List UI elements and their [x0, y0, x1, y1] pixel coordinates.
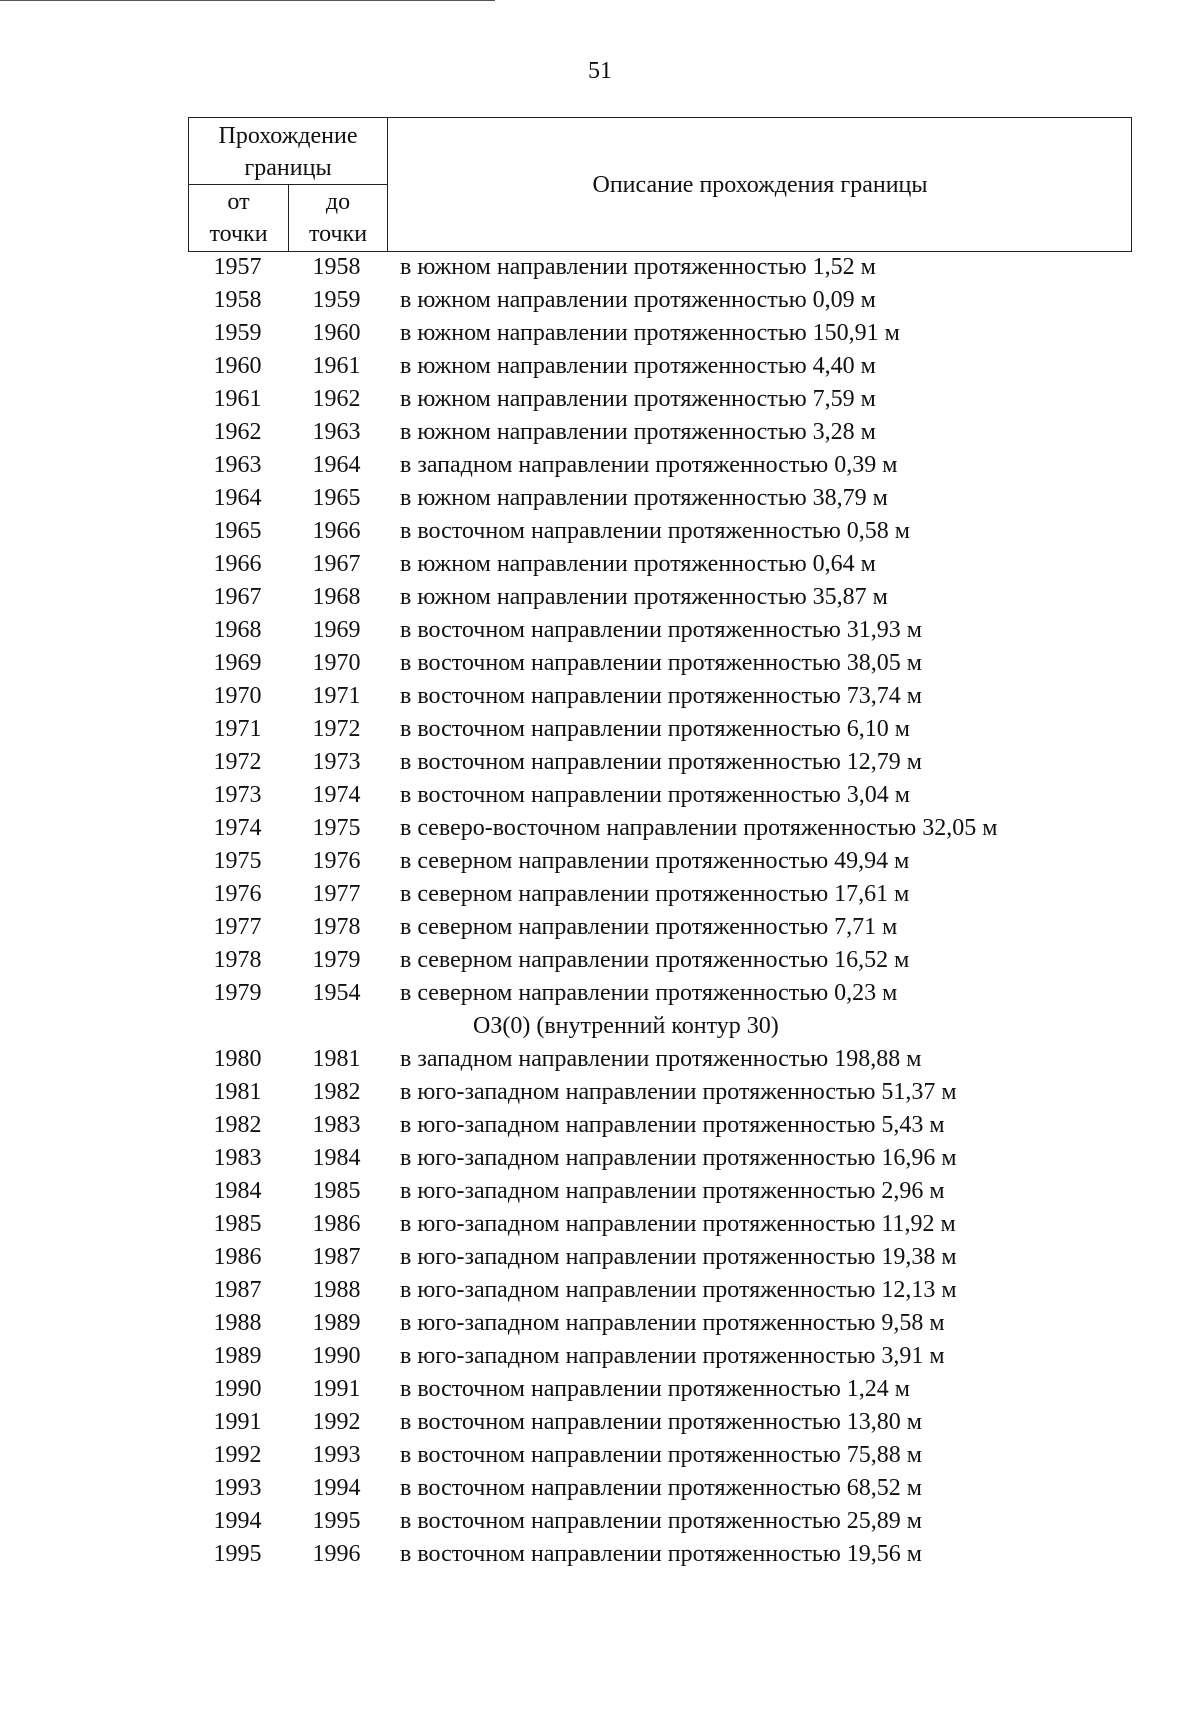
row-to-point: 1987: [312, 1244, 361, 1270]
row-description: в юго-западном направлении протяженностью 9,58 м: [400, 1310, 945, 1336]
table-row: [188, 1175, 1132, 1208]
row-description: в восточном направлении протяженностью 38,05 м: [400, 650, 922, 676]
row-from-point: 1962: [213, 419, 262, 445]
row-to-point: 1965: [312, 485, 361, 511]
row-from-point: 1970: [213, 683, 262, 709]
table-row: [188, 944, 1132, 977]
header-boundary-passage-line-2: границы: [244, 155, 332, 181]
row-from-point: 1987: [213, 1277, 262, 1303]
row-to-point: 1973: [312, 749, 361, 775]
table-row: [188, 1274, 1132, 1307]
table-row: [188, 1505, 1132, 1538]
header-from-line-1: от: [227, 189, 250, 215]
row-to-point: 1970: [312, 650, 361, 676]
row-to-point: 1996: [312, 1541, 361, 1567]
row-from-point: 1965: [213, 518, 262, 544]
row-to-point: 1992: [312, 1409, 361, 1435]
row-to-point: 1962: [312, 386, 361, 412]
row-to-point: 1958: [312, 254, 361, 280]
table-row: [188, 383, 1132, 416]
row-to-point: 1961: [312, 353, 361, 379]
row-to-point: 1976: [312, 848, 361, 874]
row-from-point: 1984: [213, 1178, 262, 1204]
row-from-point: 1979: [213, 980, 262, 1006]
row-description: в южном направлении протяженностью 0,09 м: [400, 287, 876, 313]
table-row: [188, 812, 1132, 845]
row-to-point: 1966: [312, 518, 361, 544]
table-row: [188, 1340, 1132, 1373]
row-description: в восточном направлении протяженностью 0,58 м: [400, 518, 910, 544]
row-to-point: 1971: [312, 683, 361, 709]
row-to-point: 1954: [312, 980, 361, 1006]
table-row: [188, 713, 1132, 746]
header-to-point: [289, 186, 387, 250]
row-to-point: 1994: [312, 1475, 361, 1501]
row-description: в восточном направлении протяженностью 3,04 м: [400, 782, 910, 808]
row-to-point: 1991: [312, 1376, 361, 1402]
row-description: в юго-западном направлении протяженностью 16,96 м: [400, 1145, 957, 1171]
row-to-point: 1974: [312, 782, 361, 808]
row-description: в южном направлении протяженностью 3,28 м: [400, 419, 876, 445]
row-from-point: 1982: [213, 1112, 262, 1138]
row-description: в юго-западном направлении протяженностью 5,43 м: [400, 1112, 945, 1138]
row-to-point: 1979: [312, 947, 361, 973]
row-to-point: 1993: [312, 1442, 361, 1468]
row-description: в восточном направлении протяженностью 13,80 м: [400, 1409, 922, 1435]
row-description: в восточном направлении протяженностью 31,93 м: [400, 617, 922, 643]
row-from-point: 1983: [213, 1145, 262, 1171]
row-description: в северном направлении протяженностью 16,52 м: [400, 947, 910, 973]
row-description: в северном направлении протяженностью 0,23 м: [400, 980, 898, 1006]
table-row: [188, 284, 1132, 317]
row-to-point: 1990: [312, 1343, 361, 1369]
row-from-point: 1985: [213, 1211, 262, 1237]
header-to-line-1: до: [325, 189, 351, 215]
row-from-point: 1981: [213, 1079, 262, 1105]
row-description: в юго-западном направлении протяженностью 19,38 м: [400, 1244, 957, 1270]
table-row: [188, 1109, 1132, 1142]
row-from-point: 1966: [213, 551, 262, 577]
row-from-point: 1980: [213, 1046, 262, 1072]
row-description: в юго-западном направлении протяженностью 51,37 м: [400, 1079, 957, 1105]
row-from-point: 1988: [213, 1310, 262, 1336]
row-from-point: 1957: [213, 254, 262, 280]
row-from-point: 1973: [213, 782, 262, 808]
table-row: [188, 1406, 1132, 1439]
header-description: [388, 118, 1132, 251]
row-description: в западном направлении протяженностью 0,39 м: [400, 452, 898, 478]
row-description: в восточном направлении протяженностью 19,56 м: [400, 1541, 922, 1567]
row-description: в южном направлении протяженностью 7,59 м: [400, 386, 876, 412]
row-to-point: 1960: [312, 320, 361, 346]
table-header: [188, 117, 1132, 252]
table-row: [188, 746, 1132, 779]
row-from-point: 1958: [213, 287, 262, 313]
row-to-point: 1985: [312, 1178, 361, 1204]
row-from-point: 1968: [213, 617, 262, 643]
row-description: в восточном направлении протяженностью 12,79 м: [400, 749, 922, 775]
table-row: [188, 878, 1132, 911]
row-from-point: 1963: [213, 452, 262, 478]
table-row: [188, 779, 1132, 812]
header-from-line-2: точки: [209, 221, 268, 247]
row-description: в южном направлении протяженностью 0,64 м: [400, 551, 876, 577]
row-to-point: 1964: [312, 452, 361, 478]
row-description: в северо-восточном направлении протяженностью 32,05 м: [400, 815, 998, 841]
row-from-point: 1993: [213, 1475, 262, 1501]
row-from-point: 1959: [213, 320, 262, 346]
table-row: [188, 977, 1132, 1010]
table-row: [188, 1373, 1132, 1406]
table-row: [188, 317, 1132, 350]
row-from-point: 1971: [213, 716, 262, 742]
row-to-point: 1969: [312, 617, 361, 643]
row-from-point: 1992: [213, 1442, 262, 1468]
row-to-point: 1995: [312, 1508, 361, 1534]
row-to-point: 1982: [312, 1079, 361, 1105]
table-row: [188, 548, 1132, 581]
header-boundary-passage: [189, 120, 387, 184]
table-row: [188, 680, 1132, 713]
row-from-point: 1978: [213, 947, 262, 973]
table-row: [188, 614, 1132, 647]
page-number: 51: [588, 58, 612, 84]
row-description: в западном направлении протяженностью 198,88 м: [400, 1046, 922, 1072]
header-description-text: Описание прохождения границы: [592, 171, 928, 198]
table-row: [188, 1307, 1132, 1340]
header-boundary-passage-line-1: Прохождение: [218, 123, 358, 149]
table-row: [188, 1142, 1132, 1175]
row-to-point: 1983: [312, 1112, 361, 1138]
row-to-point: 1968: [312, 584, 361, 610]
row-to-point: 1986: [312, 1211, 361, 1237]
table-row: [188, 1439, 1132, 1472]
section-title: ОЗ(0) (внутренний контур 30): [473, 1013, 779, 1039]
table-row: [188, 1208, 1132, 1241]
row-to-point: 1978: [312, 914, 361, 940]
row-to-point: 1989: [312, 1310, 361, 1336]
table-row: [188, 845, 1132, 878]
row-description: в восточном направлении протяженностью 75,88 м: [400, 1442, 922, 1468]
row-from-point: 1972: [213, 749, 262, 775]
row-from-point: 1975: [213, 848, 262, 874]
row-description: в восточном направлении протяженностью 1,24 м: [400, 1376, 910, 1402]
top-border-line: [0, 0, 495, 1]
row-description: в юго-западном направлении протяженностью 3,91 м: [400, 1343, 945, 1369]
table-row: [188, 911, 1132, 944]
row-from-point: 1994: [213, 1508, 262, 1534]
table-row: [188, 1241, 1132, 1274]
row-description: в юго-западном направлении протяженностью 2,96 м: [400, 1178, 945, 1204]
row-from-point: 1995: [213, 1541, 262, 1567]
row-from-point: 1974: [213, 815, 262, 841]
row-from-point: 1986: [213, 1244, 262, 1270]
row-from-point: 1964: [213, 485, 262, 511]
row-description: в южном направлении протяженностью 1,52 м: [400, 254, 876, 280]
row-description: в северном направлении протяженностью 49,94 м: [400, 848, 910, 874]
row-to-point: 1981: [312, 1046, 361, 1072]
row-from-point: 1960: [213, 353, 262, 379]
row-from-point: 1977: [213, 914, 262, 940]
row-to-point: 1977: [312, 881, 361, 907]
table-row: [188, 647, 1132, 680]
row-description: в восточном направлении протяженностью 25,89 м: [400, 1508, 922, 1534]
row-to-point: 1963: [312, 419, 361, 445]
table-row: [188, 515, 1132, 548]
row-description: в восточном направлении протяженностью 68,52 м: [400, 1475, 922, 1501]
table-row: [188, 581, 1132, 614]
table-row: [188, 1538, 1132, 1571]
row-to-point: 1984: [312, 1145, 361, 1171]
header-from-point: [189, 186, 288, 250]
row-description: в северном направлении протяженностью 17,61 м: [400, 881, 910, 907]
row-to-point: 1972: [312, 716, 361, 742]
row-to-point: 1988: [312, 1277, 361, 1303]
row-description: в восточном направлении протяженностью 73,74 м: [400, 683, 922, 709]
row-description: в юго-западном направлении протяженностью 12,13 м: [400, 1277, 957, 1303]
table-body: [188, 251, 1132, 1571]
row-from-point: 1989: [213, 1343, 262, 1369]
table-row: [188, 416, 1132, 449]
row-description: в северном направлении протяженностью 7,71 м: [400, 914, 898, 940]
row-from-point: 1967: [213, 584, 262, 610]
row-description: в восточном направлении протяженностью 6,10 м: [400, 716, 910, 742]
table-row: [188, 251, 1132, 284]
header-to-line-2: точки: [308, 221, 368, 247]
row-description: в южном направлении протяженностью 35,87 м: [400, 584, 888, 610]
row-from-point: 1990: [213, 1376, 262, 1402]
row-from-point: 1991: [213, 1409, 262, 1435]
table-row: [188, 482, 1132, 515]
row-description: в юго-западном направлении протяженностью 11,92 м: [400, 1211, 956, 1237]
row-to-point: 1967: [312, 551, 361, 577]
row-description: в южном направлении протяженностью 38,79 м: [400, 485, 888, 511]
table-row: [188, 1043, 1132, 1076]
section-row: [188, 1010, 1132, 1043]
row-to-point: 1975: [312, 815, 361, 841]
row-from-point: 1961: [213, 386, 262, 412]
table-row: [188, 350, 1132, 383]
table-row: [188, 1472, 1132, 1505]
row-from-point: 1969: [213, 650, 262, 676]
row-description: в южном направлении протяженностью 4,40 м: [400, 353, 876, 379]
row-to-point: 1959: [312, 287, 361, 313]
row-description: в южном направлении протяженностью 150,91 м: [400, 320, 900, 346]
row-from-point: 1976: [213, 881, 262, 907]
table-row: [188, 449, 1132, 482]
table-row: [188, 1076, 1132, 1109]
